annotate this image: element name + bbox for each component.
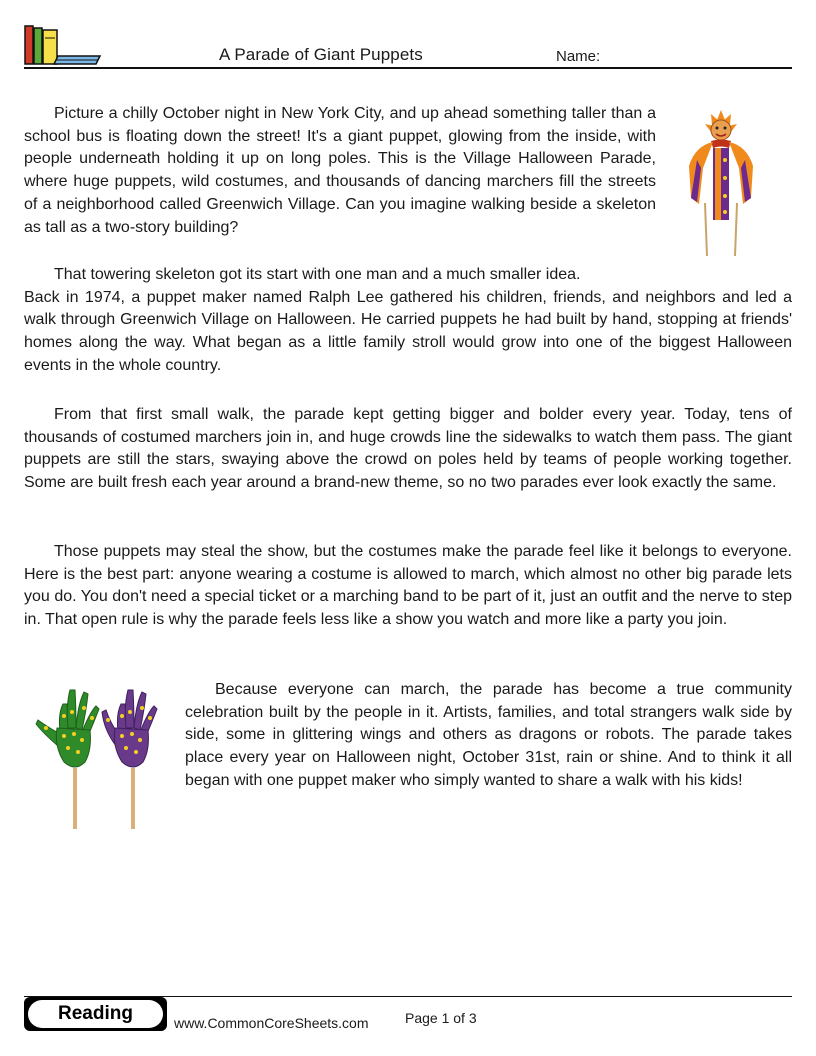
paragraph-2-rest: Back in 1974, a puppet maker named Ralph Lee gathered his children, friends, and neighbors and led a walk through Greenwich Village on Halloween. He carried puppets he had built by hand, stopping at friends' homes along the way. What began as a little family stroll would grow into one of the biggest Halloween events in the whole country. (24, 288, 792, 374)
page-title: A Parade of Giant Puppets (219, 45, 423, 64)
sun-puppet-icon (685, 108, 757, 258)
paragraph-2-first-line: That towering skeleton got its start with one man and a much smaller idea. (54, 266, 581, 283)
name-label: Name: (556, 48, 601, 65)
site-url: www.CommonCoreSheets.com (174, 1015, 369, 1031)
paragraph-1: Picture a chilly October night in New York City, and up ahead something taller than a school bus is floating down the street! It's a giant puppet, glowing from the inside, with people underneath holding it up on long poles. This is the Village Halloween Parade, where huge puppets, wild costumes, and thousands of dancing marchers fill the streets of a neighborhood called Greenwich Village. Can you imagine walking beside a skeleton as tall as a two-story building? (24, 105, 656, 236)
paragraph-5: Because everyone can march, the parade has become a true community celebration built by the people in it. Artists, families, and total strangers walk side by side, some in glittering wings and others as dragons or robots. The parade takes place every year on Halloween night, October 31st, rain or shine. And to think it all began with one puppet maker who simply wanted to share a walk with his kids! (185, 681, 792, 789)
paragraph-4: Those puppets may steal the show, but the costumes make the parade feel like it belongs to everyone. Here is the best part: anyone wearing a costume is allowed to march, which almost no other big parade lets you do. You don't need a special ticket or a marching band to be part of it, just an outfit and the nerve to step in. That open rule is why the parade feels less like a show you watch and more like a party you join. (24, 543, 792, 629)
header-divider (24, 67, 792, 69)
page-number: Page 1 of 3 (405, 1010, 477, 1026)
paragraph-2 (24, 264, 792, 378)
subject-badge (24, 997, 167, 1031)
puppet-hands-icon (30, 686, 180, 831)
subject-badge-label: Reading (28, 1000, 163, 1028)
books-logo-icon (24, 24, 102, 66)
paragraph-3: From that first small walk, the parade kept getting bigger and bolder every year. Today, tens of thousands of costumed marchers join in, and huge crowds line the sidewalks to watch them pass. The giant puppets are still the stars, swaying above the crowd on poles held by teams of people working together. Some are built fresh each year around a brand-new theme, so no two parades ever look exactly the same. (24, 406, 792, 492)
